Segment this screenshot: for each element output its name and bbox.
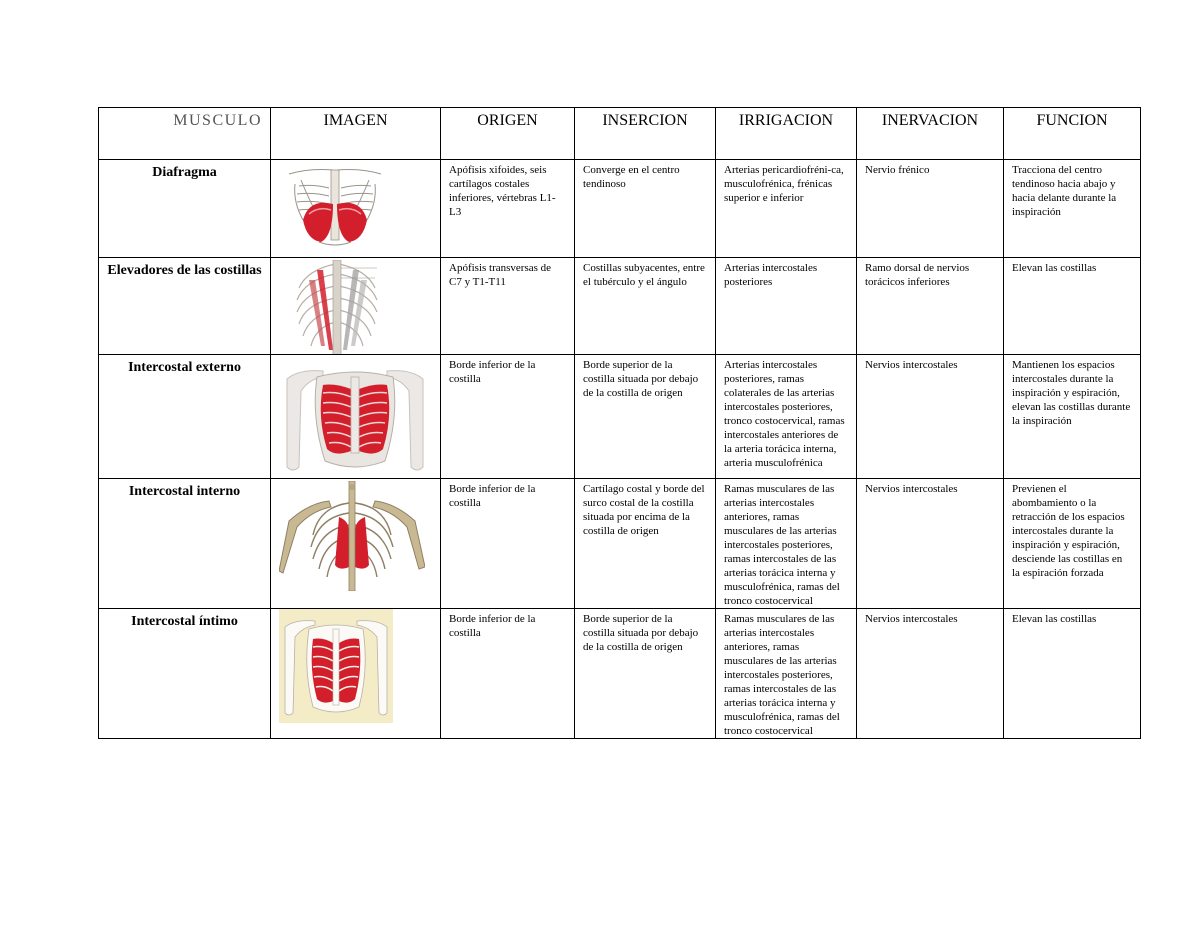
muscle-image-cell [271,479,441,609]
insercion-cell: Borde superior de la costilla situada por debajo de la costilla de origen [575,609,716,739]
irrigacion-cell: Ramas musculares de las arterias intercostales anteriores, ramas musculares de las arterias intercostales posteriores, ramas intercostales de las arterias torácica interna y musculofrénica, ramas del tronco costocervical [716,479,857,609]
header-insercion: INSERCION [575,108,716,160]
header-inervacion: INERVACION [857,108,1004,160]
muscle-image-cell [271,258,441,355]
levatores-costarum-image [287,260,387,355]
inervacion-cell: Nervios intercostales [857,479,1004,609]
table-row [99,355,1141,479]
header-funcion: FUNCION [1004,108,1141,160]
irrigacion-cell: Arterias pericardiofréni-ca, musculofrénica, frénicas superior e inferior [716,160,857,258]
muscle-name: Elevadores de las costillas [99,258,271,355]
origen-cell: Apófisis xifoides, seis cartílagos costales inferiores, vértebras L1-L3 [441,160,575,258]
insercion-cell: Cartílago costal y borde del surco costal de la costilla situada por encima de la costilla de origen [575,479,716,609]
insercion-cell: Costillas subyacentes, entre el tubérculo y el ángulo [575,258,716,355]
funcion-cell: Previenen el abombamiento o la retracción de los espacios intercostales durante la inspiración y espiración, desciende las costillas en la espiración forzada [1004,479,1141,609]
muscle-image-cell [271,160,441,258]
inervacion-cell: Nervios intercostales [857,355,1004,479]
table-row [99,258,1141,355]
inervacion-cell: Nervios intercostales [857,609,1004,739]
irrigacion-cell: Ramas musculares de las arterias intercostales anteriores, ramas musculares de las arterias intercostales posteriores, ramas intercostales de las arterias torácica interna y musculofrénica, ramas del tronco costocervical [716,609,857,739]
insercion-cell: Borde superior de la costilla situada por debajo de la costilla de origen [575,355,716,479]
external-intercostal-image [279,357,431,477]
muscle-name: Intercostal interno [99,479,271,609]
innermost-intercostal-image [279,609,393,723]
insercion-cell: Converge en el centro tendinoso [575,160,716,258]
irrigacion-cell: Arterias intercostales posteriores, ramas colaterales de las arterias intercostales posteriores, tronco costocervical, ramas intercostales anteriores de la arteria torácica interna, arteria musculofrénica [716,355,857,479]
header-imagen: IMAGEN [271,108,441,160]
origen-cell: Apófisis transversas de C7 y T1-T11 [441,258,575,355]
muscle-image-cell [271,355,441,479]
irrigacion-cell: Arterias intercostales posteriores [716,258,857,355]
header-origen: ORIGEN [441,108,575,160]
header-row [99,108,1141,160]
inervacion-cell: Nervio frénico [857,160,1004,258]
funcion-cell: Mantienen los espacios intercostales durante la inspiración y espiración, elevan las costillas durante la inspiración [1004,355,1141,479]
muscles-table [98,107,1141,739]
header-irrigacion: IRRIGACION [716,108,857,160]
muscle-name: Intercostal íntimo [99,609,271,739]
origen-cell: Borde inferior de la costilla [441,609,575,739]
origen-cell: Borde inferior de la costilla [441,479,575,609]
muscle-image-cell [271,609,441,739]
origen-cell: Borde inferior de la costilla [441,355,575,479]
funcion-cell: Elevan las costillas [1004,609,1141,739]
internal-intercostal-image [279,481,425,591]
muscle-name: Intercostal externo [99,355,271,479]
table-row [99,609,1141,739]
table-row [99,160,1141,258]
table-row [99,479,1141,609]
muscle-name: Diafragma [99,160,271,258]
diaphragm-image [279,162,391,252]
funcion-cell: Tracciona del centro tendinoso hacia abajo y hacia delante durante la inspiración [1004,160,1141,258]
inervacion-cell: Ramo dorsal de nervios torácicos inferiores [857,258,1004,355]
header-musculo: MUSCULO [99,108,271,160]
funcion-cell: Elevan las costillas [1004,258,1141,355]
